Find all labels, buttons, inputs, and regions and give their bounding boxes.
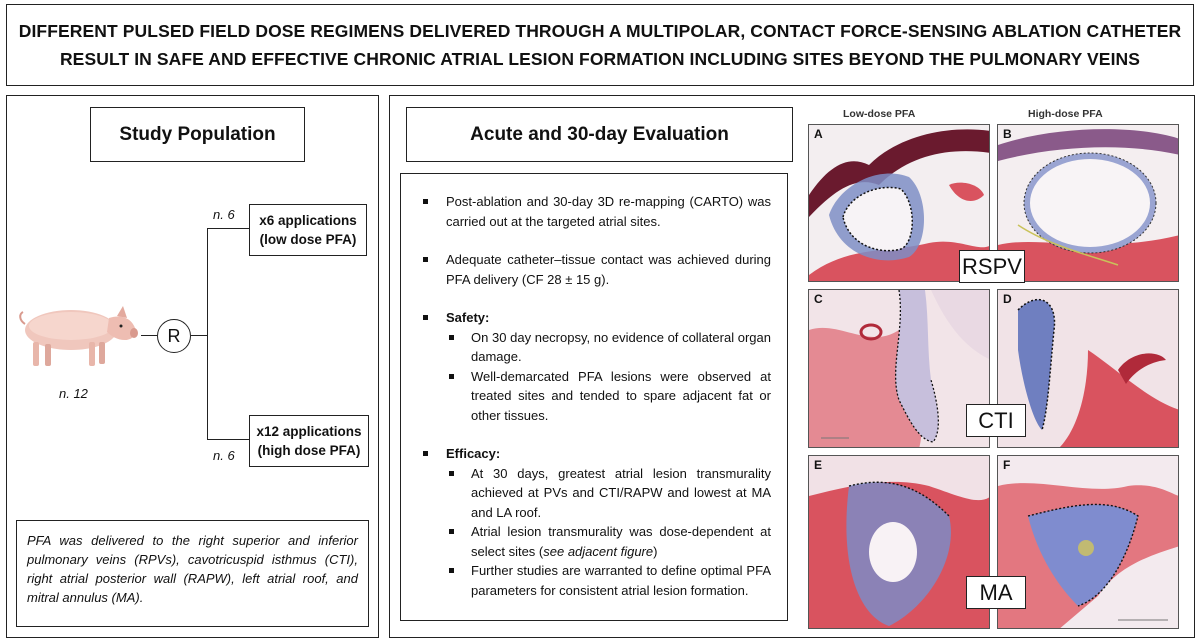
ablation-sites-note: PFA was delivered to the right superior and inferior pulmonary veins (RPVs), cavotricuspid isthmus (CTI), right atrial posterior wall (RAPW), left atrial roof, and mitral annulus (MA). (16, 520, 369, 627)
panel-label-b: B (1003, 127, 1012, 141)
safety-item-1: On 30 day necropsy, no evidence of collateral organ damage. (419, 328, 771, 367)
row-tag-cti: CTI (966, 404, 1026, 437)
connector-r-branch (191, 335, 207, 336)
arm-low-line1: x6 applications (259, 213, 357, 228)
histology-panel-e (808, 455, 990, 629)
histology-image-e (809, 456, 990, 629)
histology-image-c (809, 290, 990, 448)
efficacy-item-2-prefix: Atrial lesion transmurality was dose-dependent at select sites ( (471, 524, 771, 559)
arm-low-line2: (low dose PFA) (259, 232, 357, 247)
study-population-panel (6, 95, 379, 638)
histology-image-b (998, 125, 1179, 282)
row-tag-rspv: RSPV (959, 250, 1025, 283)
column-high-dose-header: High-dose PFA (1028, 108, 1103, 120)
efficacy-label: Efficacy: (419, 444, 771, 464)
title-box (6, 4, 1194, 86)
randomization-circle: R (157, 319, 191, 353)
efficacy-item-2-italic: see adjacent figure (543, 543, 654, 559)
arm-low-dose-box (249, 204, 367, 256)
panel-label-f: F (1003, 458, 1011, 472)
branch-top-line (207, 228, 249, 229)
efficacy-item-2 (419, 522, 771, 561)
arm-low-n-label: n. 6 (213, 207, 235, 222)
bullet-remapping: Post-ablation and 30-day 3D re-mapping (CARTO) was carried out at the targeted atrial sites. (419, 192, 771, 231)
connector-pig-r (141, 335, 157, 336)
branch-bottom-line (207, 439, 249, 440)
panel-label-e: E (814, 458, 823, 472)
evaluation-text-box (400, 173, 788, 621)
poster-title (19, 17, 1182, 73)
pig-icon (13, 296, 141, 372)
panel-label-d: D (1003, 292, 1012, 306)
bullet-contact: Adequate catheter–tissue contact was achieved during PFA delivery (CF 28 ± 15 g). (419, 250, 771, 289)
arm-high-line1: x12 applications (256, 424, 362, 439)
arm-high-n-label: n. 6 (213, 448, 235, 463)
arm-high-dose-box (249, 415, 369, 467)
row-tag-ma: MA (966, 576, 1026, 609)
efficacy-item-3: Further studies are warranted to define optimal PFA parameters for consistent atrial lesion formation. (419, 561, 771, 600)
evaluation-heading: Acute and 30-day Evaluation (406, 107, 793, 162)
study-population-heading: Study Population (90, 107, 305, 162)
title-line-2: RESULT IN SAFE AND EFFECTIVE CHRONIC ATRIAL LESION FORMATION INCLUDING SITES BEYOND THE PULMONARY VEINS (59, 49, 1141, 69)
efficacy-item-1: At 30 days, greatest atrial lesion transmurality achieved at PVs and CTI/RAPW and lowest at MA and LA roof. (419, 464, 771, 523)
branch-vertical-line (207, 228, 208, 439)
panel-label-c: C (814, 292, 823, 306)
safety-label: Safety: (419, 308, 771, 328)
panel-label-a: A (814, 127, 823, 141)
efficacy-item-2-suffix: ) (653, 543, 658, 559)
column-low-dose-header: Low-dose PFA (843, 108, 916, 120)
arm-high-line2: (high dose PFA) (257, 443, 361, 458)
total-n-label: n. 12 (59, 386, 88, 401)
safety-item-2: Well-demarcated PFA lesions were observed at treated sites and tended to spare adjacent fat or other tissues. (419, 367, 771, 426)
evaluation-panel (389, 95, 1195, 638)
title-line-1: DIFFERENT PULSED FIELD DOSE REGIMENS DELIVERED THROUGH A MULTIPOLAR, CONTACT FORCE-SENSING ABLATION CATHETER (18, 21, 1182, 41)
histology-panel-c (808, 289, 990, 448)
